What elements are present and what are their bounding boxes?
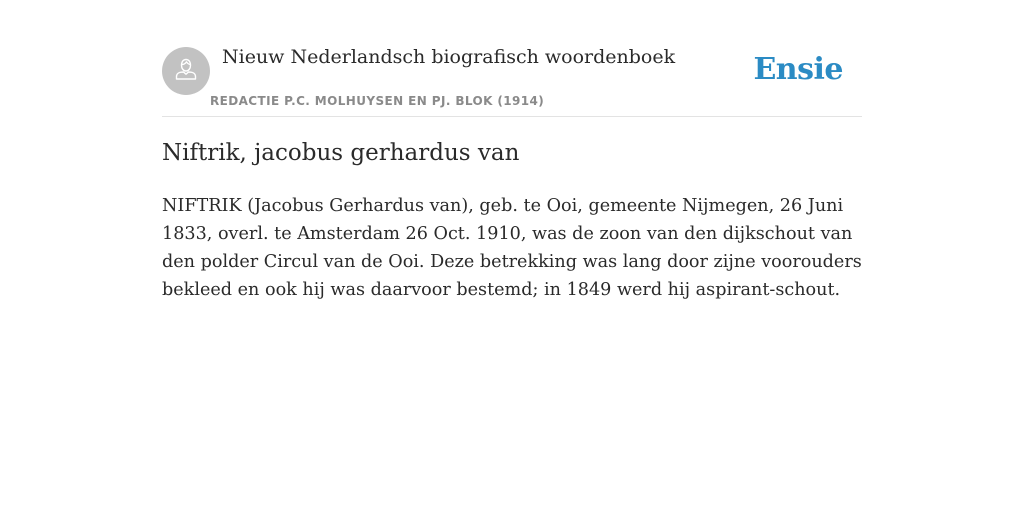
ensie-logo[interactable]: Ensie [753,52,843,87]
entry-body: NIFTRIK (Jacobus Gerhardus van), geb. te Ooi, gemeente Nijmegen, 26 Juni 1833, overl. te Amsterdam 26 Oct. 1910, was de zoon van den dijkschout van den polder Circul van de Ooi. Deze betrekking was lang door zijne voorouders bekleed en ook hij was daarvoor bestemd; in 1849 werd hij aspirant-schout. [162,196,862,300]
source-title[interactable]: Nieuw Nederlandsch biografisch woordenboek [222,46,676,68]
source-subtitle: REDACTIE P.C. MOLHUYSEN EN PJ. BLOK (1914) [210,94,545,108]
source-header [162,44,862,117]
entry-title: Niftrik, jacobus gerhardus van [162,140,520,166]
user-icon [172,55,200,88]
avatar[interactable] [162,47,210,95]
